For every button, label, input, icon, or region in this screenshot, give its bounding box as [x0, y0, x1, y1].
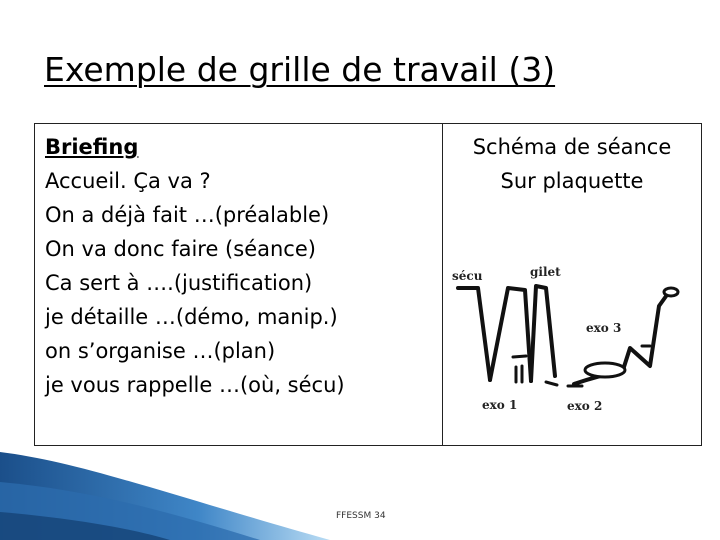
exercise-zone-ellipse	[585, 363, 625, 377]
diagram-label-exo1: exo 1	[482, 398, 518, 412]
briefing-line: on s’organise …(plan)	[45, 339, 276, 363]
surface-marker	[664, 288, 678, 296]
briefing-line: je vous rappelle …(où, sécu)	[45, 373, 345, 397]
diagram-label-exo3: exo 3	[586, 321, 622, 335]
briefing-column	[45, 130, 440, 402]
briefing-line: On a déjà fait …(préalable)	[45, 203, 330, 227]
briefing-line: Ca sert à ….(justification)	[45, 271, 313, 295]
schema-title: Schéma de séance	[472, 135, 672, 159]
session-diagram	[418, 258, 698, 423]
schema-subtitle: Sur plaquette	[500, 169, 644, 193]
decorative-wave	[0, 452, 330, 540]
session-schema-column	[443, 130, 701, 198]
diagram-label-secu: sécu	[452, 269, 483, 283]
diagram-label-gilet: gilet	[530, 265, 561, 279]
diagram-label-exo2: exo 2	[567, 399, 603, 413]
slide-title: Exemple de grille de travail (3)	[44, 50, 556, 89]
briefing-heading: Briefing	[45, 135, 139, 159]
briefing-line: je détaille …(démo, manip.)	[45, 305, 338, 329]
briefing-line: On va donc faire (séance)	[45, 237, 316, 261]
footer-text: FFESSM 34	[336, 511, 386, 521]
dive-profile-path	[458, 286, 669, 384]
briefing-line: Accueil. Ça va ?	[45, 169, 211, 193]
